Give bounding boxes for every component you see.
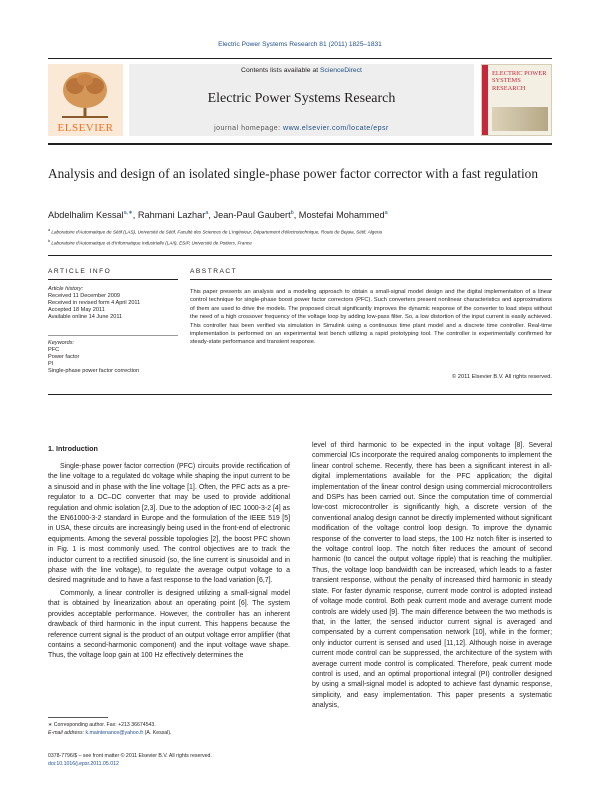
author-3: , Jean-Paul Gaubert — [208, 210, 291, 221]
issn-line: 0378-7796/$ – see front matter © 2011 Elsevier B.V. All rights reserved. — [48, 753, 212, 759]
author-3-sup[interactable]: b — [290, 210, 294, 216]
affiliation-a-sup: a — [48, 228, 51, 232]
abstract-bottom-rule — [48, 394, 552, 395]
abstract-rule — [190, 279, 552, 280]
affiliations — [48, 226, 552, 248]
email-line — [48, 729, 248, 737]
doi-link[interactable]: doi:10.1016/j.epsr.2011.05.012 — [48, 760, 119, 767]
keywords-label: Keywords: — [48, 340, 75, 346]
footnote — [48, 721, 248, 738]
body-paragraph: Commonly, a linear controller is designed utilizing a small-signal model that is obtained by linearization about an operating point [6]. The system provides acceptable performance. However, the controller has an inherent drawback of third harmonic in the input current. This happens because the reference current signal is the product of an output voltage error amplifier (that contains a second-harmonic component) and the input voltage wave shape. Thus, the voltage loop gain at 100 Hz effectively determines the — [48, 589, 290, 660]
contents-prefix: Contents lists available at — [241, 67, 321, 74]
keyword-item: Single-phase power factor correction — [48, 368, 140, 374]
journal-cover-thumbnail — [481, 64, 552, 136]
body-paragraph: Single-phase power factor correction (PFC) circuits provide rectification of the line voltage to a regulated dc voltage while shaping the input current to be a sinusoid and in phase with the line voltage [1]. Often, the PFC acts as a pre-regulator to a DC–DC converter that may be used to provide additional regulation and ohmic isolation [2,3]. Due to the adoption of IEC 1000-3-2 [4] as the EN61000-3-2 standard in Europe and the formulation of the IEEE 519 [5] in USA, these circuits are increasingly being used in the front-end of electronic equipments. Among the several possible topologies [2], the boost PFC shown in Fig. 1 is most commonly used. The control objectives are to track the inductor current to a rectified sinusoid (so, the line current is sinusoidal and in phase with the line voltage), to regulate the average output voltage to a desired magnitude and to have a fast response to the load variation [6,7]. — [48, 463, 290, 585]
email-link[interactable]: k.maintenance@yahoo.fr — [85, 730, 144, 737]
affiliation-b-text: Laboratoire d'Automatique et d'Informatique Industrielle (LAII), ESIP, Université de Poitiers, France — [51, 240, 252, 246]
abstract-heading: ABSTRACT — [190, 268, 238, 275]
author-list — [48, 210, 552, 220]
affiliation-b-sup: b — [48, 239, 51, 244]
info-divider — [48, 335, 178, 336]
journal-reference[interactable]: Electric Power Systems Research 81 (2011) 1825–1831 — [218, 41, 382, 48]
header-bottom-rule — [48, 143, 552, 145]
journal-title: Electric Power Systems Research — [207, 91, 396, 106]
email-label: E-mail address: — [48, 730, 86, 737]
footnote-rule — [48, 717, 108, 718]
homepage-prefix: journal homepage: — [214, 125, 284, 132]
abstract-text: This paper presents an analysis and a modeling approach to obtain a small-signal model design and the digital implementation of a linear control technique for single-phase boost power factor correctors (PFC). Such converters present nonlinear characteristics and approximations of them are used to drive the models. The proposed circuit significantly improves the dynamic response of the converter to load steps without the need of a high crossover frequency of the voltage loop by adding low-pass filter. So, a low distortion of the input current is easily achieved. This controller has been verified via simulation in Simulink using a continuous time plant model and a discrete time controller. Real-time implementation is performed on an experimental test bench utilizing a rapid prototyping tool. The controller is experimentally confirmed for steady-state performance and transient response. — [190, 289, 552, 346]
bottom-matter — [48, 753, 308, 768]
affiliation-a — [48, 226, 552, 237]
cover-graphic — [492, 107, 548, 131]
affiliation-a-text: Laboratoire d'Automatique de Sétif (LAS), Université de Sétif, Faculté des Sciences de L'ingénieur, Département d'électrotechnique, Route de Bejaia, Sétif, Algeria — [51, 229, 383, 235]
journal-homepage — [129, 125, 474, 132]
cover-stripe — [482, 65, 488, 135]
homepage-link[interactable]: www.elsevier.com/locate/epsr — [283, 125, 389, 132]
affil-rule — [48, 255, 552, 256]
author-1: Abdelhalim Kessal — [48, 210, 124, 221]
author-2-sup[interactable]: a — [205, 210, 209, 216]
cover-title: ELECTRIC POWER SYSTEMS RESEARCH — [492, 70, 547, 92]
corresponding-author: ∗ Corresponding author. Fax: +213 36674543. — [48, 722, 156, 728]
author-2: , Rahmani Lazhar — [132, 210, 206, 221]
body-paragraph: level of third harmonic to be expected in the input voltage [8]. Several commercial ICs incorporate the required analog components to implement the linear control scheme. Recently, there has been a significant interest in all-digital implementations available for the PFC application; the digital implementation of the linear control design using commercial microcontrollers and DSPs has been carried out. Since the computation time of commercial low-cost microcontroller is significantly high, a discrete version of the conventional analog design cannot be directly implemented without significant modification of the voltage control loop design. To improve the dynamic response of the converter to load steps, the 100 Hz notch filter is inserted to the voltage control loop. The notch filter reduces the amount of second harmonic (to cancel the output voltage ripple) that is reaching the multiplier. Thus, the voltage loop bandwidth can be increased, which leads to a faster transient response, without the penalty of increased third harmonic in steady state. For faster dynamic response, current mode control is adopted instead of voltage mode control. Both peak current mode and average current mode controls are widely used [9]. The main difference between the two methods is that, in the latter, the sensed inductor current signal is averaged and compensated by a current compensation network [10], while in the former; only inductor current is sensed and used [11,12]. Although noise in average current mode control can be suppressed, the architecture of the system with average current mode control is complicated. Therefore, peak current mode control is used, and an optimal proportional integral (PI) controller designed by using a small-signal model is adopted to achieve fast dynamic response, simplicity, and easy implementation. This paper presents a systematic analysis, — [312, 442, 552, 710]
article-info-rule — [48, 279, 178, 280]
history-item: Accepted 18 May 2011 — [48, 307, 105, 313]
doi-line[interactable] — [48, 761, 308, 769]
body-left-column — [48, 462, 290, 662]
header-top-rule — [48, 58, 552, 59]
history-item: Received in revised form 4 April 2011 — [48, 300, 141, 306]
section-heading-introduction: 1. Introduction — [48, 444, 98, 453]
keyword-item: PI — [48, 361, 54, 367]
author-4: , Mostefai Mohammed — [293, 210, 385, 221]
paper-title: Analysis and design of an isolated single-phase power factor corrector with a fast regulation — [48, 166, 538, 181]
contents-line — [129, 67, 474, 74]
email-suffix: (A. Kessal). — [143, 730, 172, 737]
keywords — [48, 340, 178, 375]
publisher-name: ELSEVIER — [57, 122, 114, 134]
sciencedirect-link[interactable]: ScienceDirect — [320, 67, 362, 74]
affiliation-b — [48, 237, 552, 248]
history-item: Available online 14 June 2011 — [48, 314, 123, 320]
body-right-column — [312, 441, 552, 712]
article-info-heading: ARTICLE INFO — [48, 268, 112, 275]
history-item: Received 11 December 2009 — [48, 293, 121, 299]
keyword-item: PFC — [48, 347, 60, 353]
abstract-copyright: © 2011 Elsevier B.V. All rights reserved. — [452, 374, 552, 380]
keyword-item: Power factor — [48, 354, 80, 360]
author-4-sup[interactable]: a — [384, 210, 388, 216]
author-1-sup[interactable]: a,∗ — [123, 210, 133, 216]
article-history — [48, 286, 178, 321]
history-label: Article history: — [48, 286, 84, 292]
